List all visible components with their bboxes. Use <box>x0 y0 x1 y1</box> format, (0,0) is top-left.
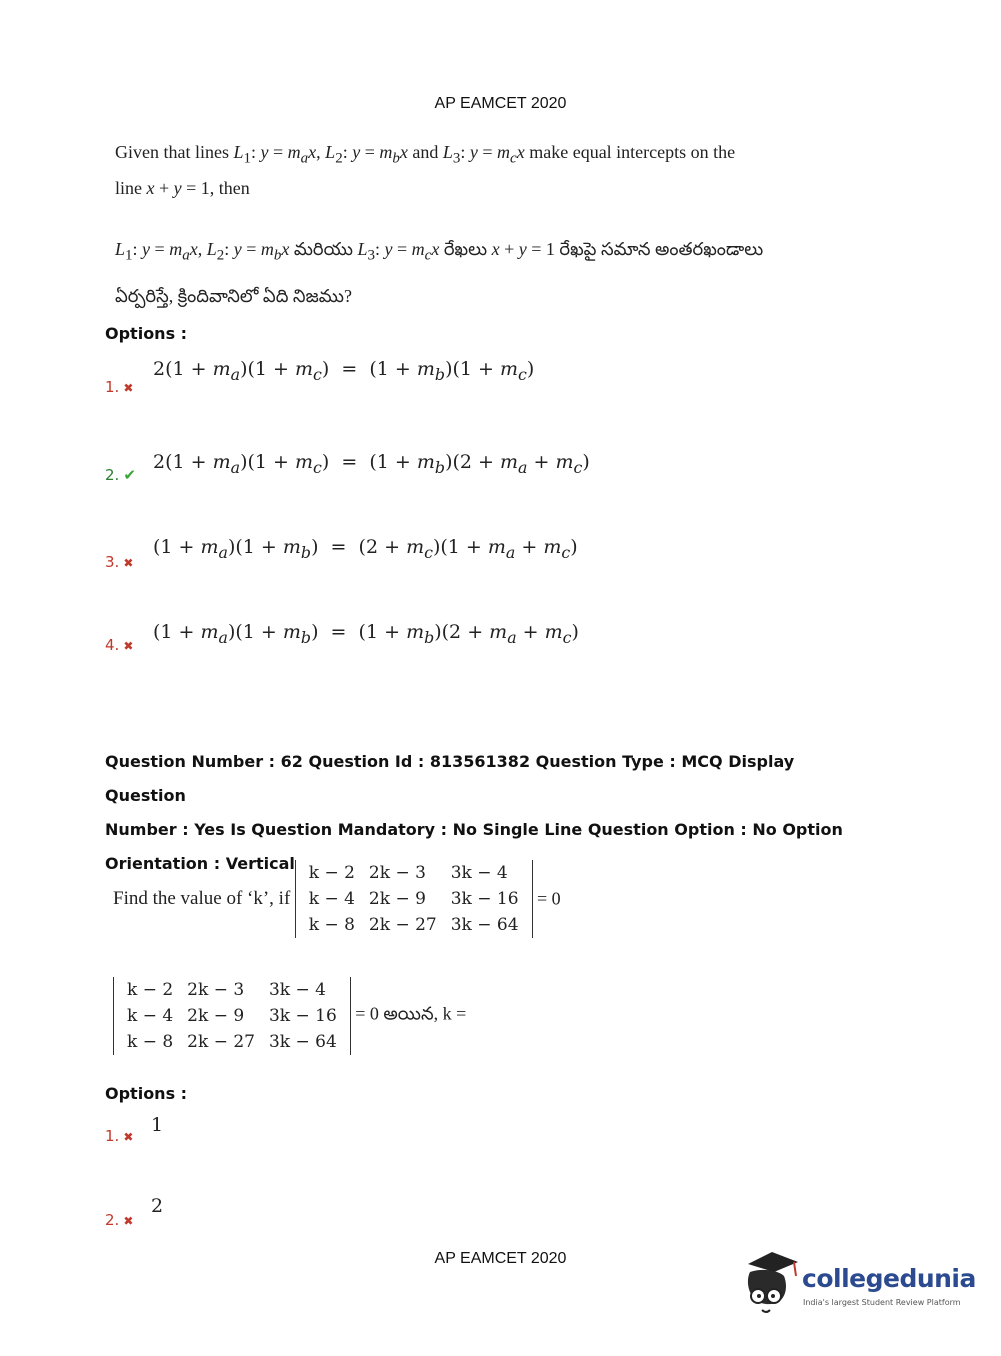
option-1-text: 1 <box>151 1114 164 1136</box>
logo-name: collegedunia <box>802 1264 976 1293</box>
determinant-matrix: k − 2 2k − 3 3k − 4 k − 4 2k − 9 3k − 16 k − 8 2k − 27 3k − 64 <box>113 977 351 1055</box>
page-header: AP EAMCET 2020 <box>434 95 567 112</box>
cross-icon: ✖ <box>123 556 134 570</box>
question-62-telugu: k − 2 2k − 3 3k − 4 k − 4 2k − 9 3k − 16 k − 8 2k − 27 3k − 64 = 0 అయిన, k = <box>113 977 466 1055</box>
option-4-number[interactable]: 4. ✖ <box>105 636 134 654</box>
option-3-text: $(1 + m_a)(1 + m_b) = (2 + m_c)(1 + m_a + m_c)$ <box>153 536 578 562</box>
cross-icon: ✖ <box>123 639 134 653</box>
collegedunia-logo <box>742 1250 976 1320</box>
question-61-telugu: $L_1$: $y = m_ax$, $L_2$: $y = m_bx$ మరియు $L_3$: $y = m_cx$ రేఖలు x + y = 1 రేఖపై సమాన అంతరఖండాలు ఏర్పరిస్తే, క్రిందివానిలో ఏది నిజము? <box>115 239 764 306</box>
option-3-number[interactable]: 3. ✖ <box>105 553 134 571</box>
option-1-number[interactable]: 1. ✖ <box>105 1127 134 1145</box>
option-2-text: $2(1 + m_a)(1 + m_c) = (1 + m_b)(2 + m_a + m_c)$ <box>153 451 590 477</box>
determinant-matrix: k − 2 2k − 3 3k − 4 k − 4 2k − 9 3k − 16 k − 8 2k − 27 3k − 64 <box>295 860 533 938</box>
cross-icon: ✖ <box>123 381 134 395</box>
options-label: Options : <box>105 324 188 343</box>
cross-icon: ✖ <box>123 1130 134 1144</box>
option-2-text: 2 <box>151 1195 164 1217</box>
options-label: Options : <box>105 1084 188 1103</box>
check-icon: ✔ <box>123 466 136 484</box>
option-4-text: $(1 + m_a)(1 + m_b) = (1 + m_b)(2 + m_a + m_c)$ <box>153 621 579 647</box>
option-2-number[interactable]: 2. ✔ <box>105 466 136 484</box>
option-1-number[interactable]: 1. ✖ <box>105 378 134 396</box>
mascot-icon <box>742 1250 802 1316</box>
question-62-english: Find the value of ‘k’, if k − 2 2k − 3 3k − 4 k − 4 2k − 9 3k − 16 k − 8 2k − 27 3k − 64 = 0 <box>113 860 561 938</box>
option-2-number[interactable]: 2. ✖ <box>105 1211 134 1229</box>
option-1-text: $2(1 + m_a)(1 + m_c) = (1 + m_b)(1 + m_c)$ <box>153 358 535 384</box>
page-footer: AP EAMCET 2020 <box>434 1250 567 1267</box>
cross-icon: ✖ <box>123 1214 134 1228</box>
logo-tagline: India's largest Student Review Platform <box>803 1298 961 1307</box>
question-61-english: Given that lines $L_1$: $y = m_ax$, $L_2$: $y = m_bx$ and $L_3$: $y = m_cx$ make equal intercepts on the line x + y = 1, then <box>115 142 736 198</box>
question-62-meta: Question Number : 62 Question Id : 813561382 Question Type : MCQ Display Question Number : Yes Is Question Mandatory : No Single Line Question Option : No Option Orientation : Vertical <box>105 752 843 873</box>
